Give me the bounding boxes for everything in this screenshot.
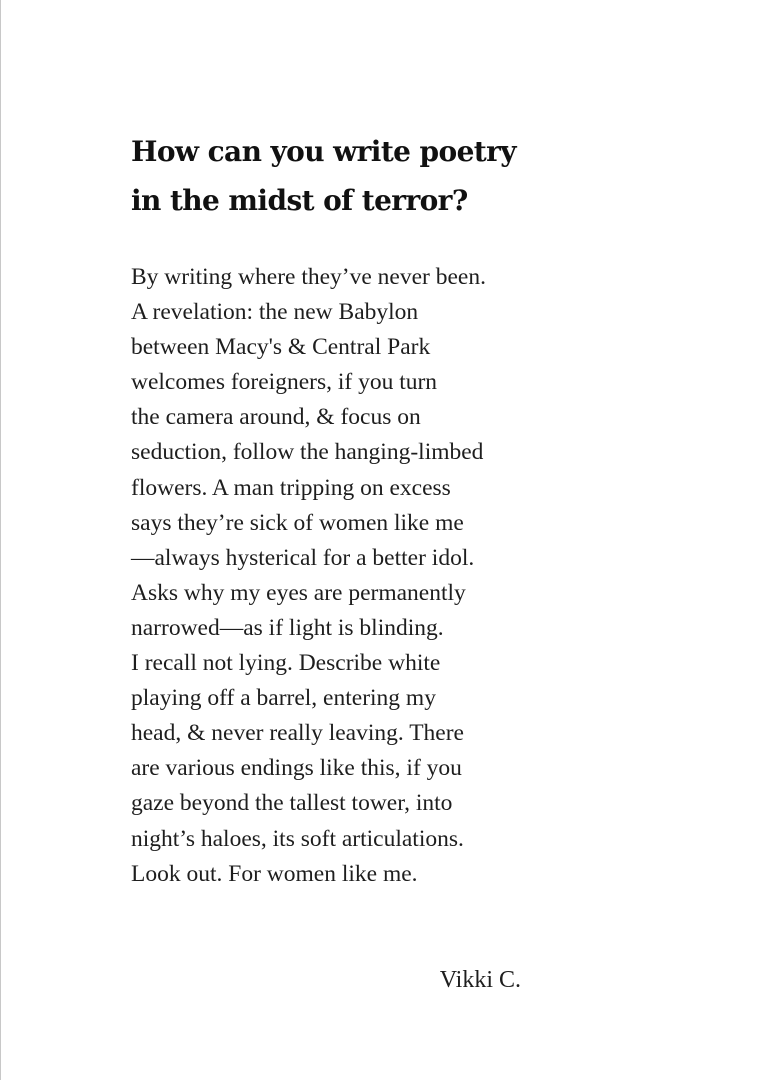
poem-title-line: in the midst of terror? <box>131 184 468 217</box>
poem-line: I recall not lying. Describe white <box>131 650 441 677</box>
poem-line: the camera around, & focus on <box>131 404 421 431</box>
poem-line: flowers. A man tripping on excess <box>131 474 451 501</box>
poem-line: gaze beyond the tallest tower, into <box>131 790 453 817</box>
poem-line: are various endings like this, if you <box>131 755 462 782</box>
poem-line: head, & never really leaving. There <box>131 720 464 747</box>
poem-line: says they’re sick of women like me <box>131 509 464 536</box>
poem-line: Look out. For women like me. <box>131 860 418 887</box>
poem-line: between Macy's & Central Park <box>131 334 431 361</box>
poem-line: A revelation: the new Babylon <box>131 299 419 326</box>
poem-line: narrowed—as if light is blinding. <box>131 614 444 641</box>
poem-title <box>131 127 651 225</box>
poem-line: playing off a barrel, entering my <box>131 685 436 712</box>
poem-line: Asks why my eyes are permanently <box>131 579 466 606</box>
poem-line: —always hysterical for a better idol. <box>131 544 475 571</box>
poem-line: night’s haloes, its soft articulations. <box>131 825 464 852</box>
poem-line: welcomes foreigners, if you turn <box>131 369 438 396</box>
poem-line: By writing where they’ve never been. <box>131 264 486 290</box>
poem-body <box>131 260 651 892</box>
poem-title-line: How can you write poetry <box>131 135 516 168</box>
poem-author: Vikki C. <box>439 967 521 993</box>
poem-line: seduction, follow the hanging-limbed <box>131 439 484 466</box>
